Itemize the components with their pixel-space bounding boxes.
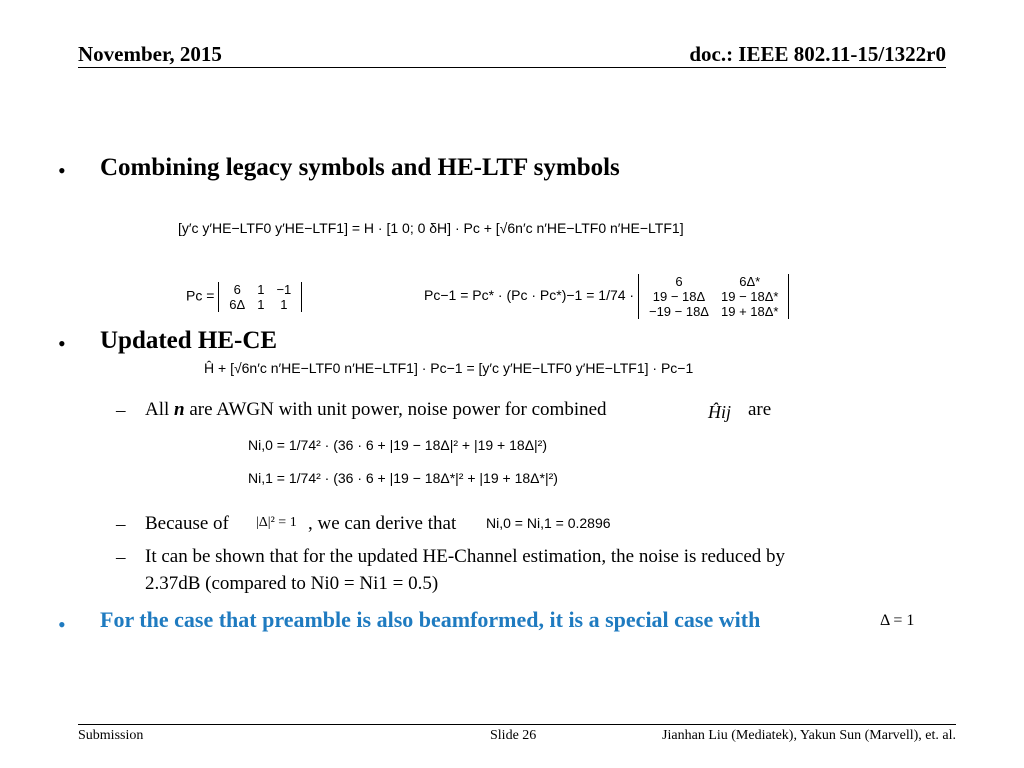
footer-rule bbox=[78, 724, 956, 725]
s3-line1: It can be shown that for the updated HE-Channel estimation, the noise is reduced by bbox=[145, 546, 786, 567]
bullet-dot-1: • bbox=[58, 158, 66, 183]
equation-he-ce: Ĥ + [√6n′c n′HE−LTF0 n′HE−LTF1] · Pc−1 = [y′c y′HE−LTF0 y′HE−LTF1] · Pc−1 bbox=[204, 360, 694, 376]
bullet-dot-3: • bbox=[58, 612, 66, 637]
pc-inverse-matrix bbox=[638, 274, 790, 319]
header-doc-id: doc.: IEEE 802.11-15/1322r0 bbox=[689, 42, 946, 66]
s2-pre: Because of bbox=[145, 513, 229, 534]
pcinv-cell: 6 bbox=[675, 274, 683, 289]
subbullet-awgn bbox=[145, 399, 607, 421]
s2-post: , we can derive that bbox=[308, 513, 457, 534]
bullet-beamformed: For the case that preamble is also beamformed, it is a special case with bbox=[100, 607, 761, 632]
s1-pre: All bbox=[145, 399, 170, 420]
equation-delta-one: Δ = 1 bbox=[880, 612, 915, 629]
footer-submission: Submission bbox=[78, 728, 144, 743]
pc-label: Pc = bbox=[186, 287, 215, 304]
footer-slide-number: Slide 26 bbox=[490, 728, 537, 743]
pcinv-cell: 19 + 18Δ* bbox=[721, 304, 779, 319]
equation-pc-inverse bbox=[424, 274, 789, 319]
equation-derive: Ni,0 = Ni,1 = 0.2896 bbox=[486, 515, 611, 531]
bullet-updated-he-ce: Updated HE-CE bbox=[100, 327, 278, 354]
header-date: November, 2015 bbox=[78, 42, 222, 66]
pc-cell: 6Δ bbox=[229, 297, 246, 312]
pc-inverse-label: Pc−1 = Pc* · (Pc · Pc*)−1 = 1/74 · bbox=[424, 287, 635, 304]
equation-noise-1: Ni,1 = 1/74² · (36 · 6 + |19 − 18Δ*|² + |19 + 18Δ*|²) bbox=[248, 470, 558, 486]
pc-matrix bbox=[218, 282, 302, 312]
pc-cell: 1 bbox=[280, 297, 288, 312]
pcinv-cell: 19 − 18Δ bbox=[652, 289, 706, 304]
s3-line2: 2.37dB (compared to Ni0 = Ni1 = 0.5) bbox=[145, 573, 439, 594]
footer-authors: Jianhan Liu (Mediatek), Yakun Sun (Marvell), et. al. bbox=[662, 728, 956, 743]
pc-cell: 1 bbox=[257, 297, 265, 312]
s1-n: n bbox=[174, 399, 185, 420]
equation-noise-0: Ni,0 = 1/74² · (36 · 6 + |19 − 18Δ|² + |19 + 18Δ|²) bbox=[248, 437, 548, 453]
pcinv-cell: 19 − 18Δ* bbox=[721, 289, 779, 304]
pcinv-cell: −19 − 18Δ bbox=[648, 304, 709, 319]
pcinv-cell: 6Δ* bbox=[739, 274, 761, 289]
bullet-dot-2: • bbox=[58, 331, 66, 356]
equation-abs-delta: |Δ|² = 1 bbox=[256, 515, 297, 530]
s1-post: are bbox=[748, 399, 772, 420]
equation-hij: Ĥij bbox=[708, 402, 732, 422]
equation-combining: [y′c y′HE−LTF0 y′HE−LTF1] = H · [1 0; 0 δH] · Pc + [√6n′c n′HE−LTF0 n′HE−LTF1] bbox=[178, 220, 684, 236]
dash-3: – bbox=[116, 547, 126, 568]
s1-mid: are AWGN with unit power, noise power for combined bbox=[189, 399, 607, 420]
pc-cell: −1 bbox=[276, 282, 292, 297]
dash-2: – bbox=[116, 514, 126, 535]
equation-pc bbox=[186, 282, 302, 312]
pc-cell: 1 bbox=[257, 282, 265, 297]
header-rule bbox=[78, 67, 946, 68]
pc-cell: 6 bbox=[233, 282, 241, 297]
bullet-combining: Combining legacy symbols and HE-LTF symbols bbox=[100, 154, 620, 181]
dash-1: – bbox=[116, 400, 126, 421]
